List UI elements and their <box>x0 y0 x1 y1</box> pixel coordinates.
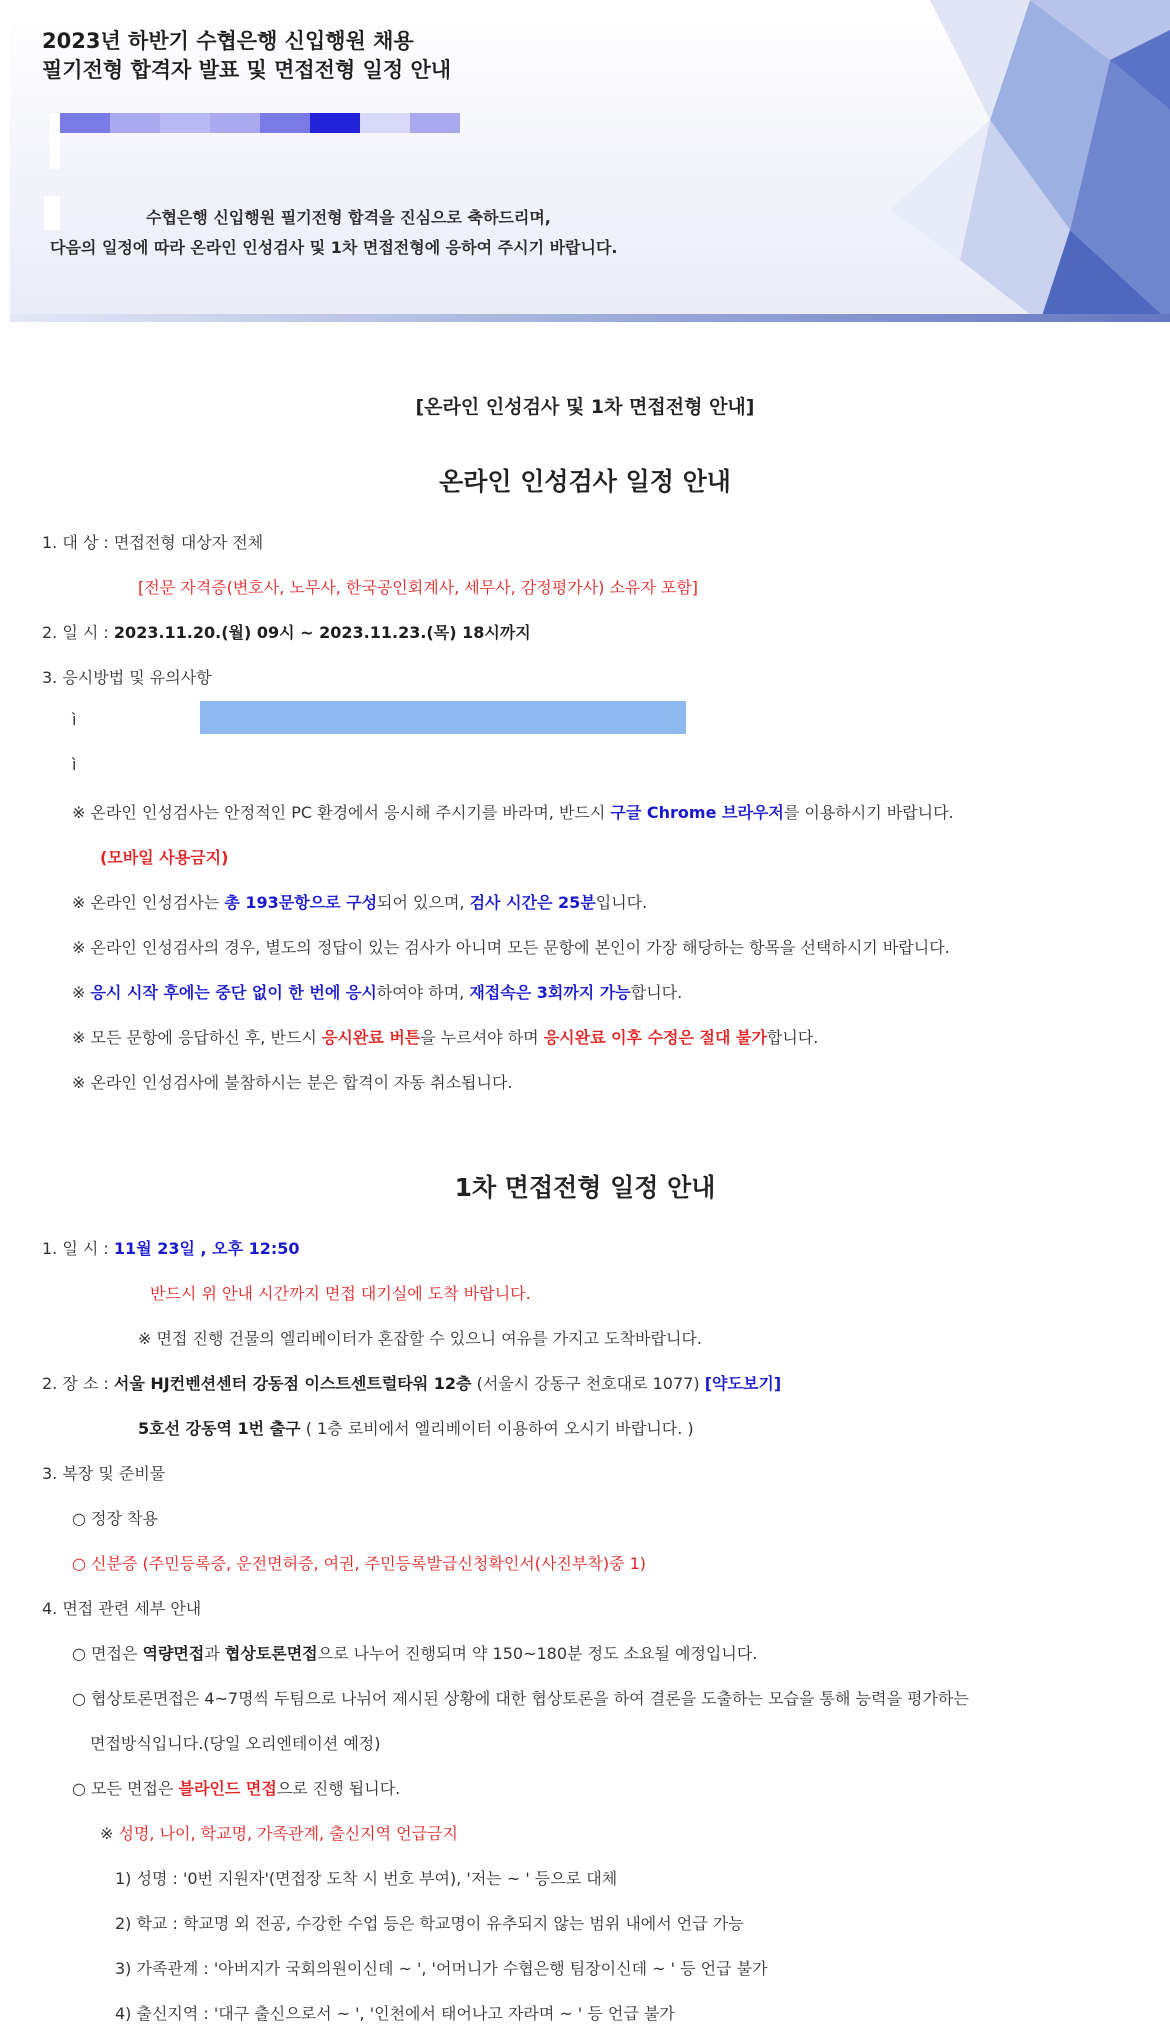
blind-ban-note: ※ 성명, 나이, 학교명, 가족관계, 출신지역 언급금지 <box>100 1824 458 1843</box>
detail-item-2: ○ 협상토론면접은 4~7명씩 두팀으로 나뉘어 제시된 상황에 대한 협상토론을 하여 결론을 도출하는 모습을 통해 능력을 평가하는 <box>72 1689 969 1708</box>
interview-date-note-2: ※ 면접 진행 건물의 엘리베이터가 혼잡할 수 있으니 여유를 가지고 도착바랍니다. <box>138 1329 702 1348</box>
section-title: [온라인 인성검사 및 1차 면접전형 안내] <box>415 396 755 418</box>
map-link[interactable]: [약도보기] <box>704 1374 782 1393</box>
intro-line-1: 수협은행 신입행원 필기전형 합격을 진심으로 축하드리며, <box>146 208 551 227</box>
online-note-1: ※ 온라인 인성검사는 안정적인 PC 환경에서 응시해 주시기를 바라며, 반드시 구글 Chrome 브라우저를 이용하시기 바랍니다. <box>72 803 954 822</box>
title-line-1: 2023년 하반기 수협은행 신입행원 채용 <box>42 29 414 53</box>
decorative-polygon-graphic <box>810 0 1170 322</box>
interview-place: 2. 장 소 : 서울 HJ컨벤션센터 강동점 이스트센트럴타워 12층 (서울시 강동구 천호대로 1077) [약도보기] <box>42 1374 782 1393</box>
detail-label: 4. 면접 관련 세부 안내 <box>42 1599 202 1618</box>
online-date: 2. 일 시 : 2023.11.20.(월) 09시 ~ 2023.11.23.(목) 18시까지 <box>42 623 531 642</box>
redacted-block <box>50 113 60 169</box>
partial-text: ì <box>72 755 77 774</box>
dress-item-2: ○ 신분증 (주민등록증, 운전면허증, 여권, 주민등록발급신청확인서(사진부착)중 1) <box>72 1554 647 1573</box>
online-target: 1. 대 상 : 면접전형 대상자 전체 <box>42 533 264 552</box>
partial-text: ì <box>72 710 77 729</box>
detail-item-3: ○ 모든 면접은 블라인드 면접으로 진행 됩니다. <box>72 1779 401 1798</box>
mobile-ban-note: (모바일 사용금지) <box>100 848 229 867</box>
header-shadow <box>10 314 1170 322</box>
detail-item-1: ○ 면접은 역량면접과 협상토론면접으로 나누어 진행되며 약 150~180분 정도 소요될 예정입니다. <box>72 1644 758 1663</box>
detail-item-2-cont: 면접방식입니다.(당일 오리엔테이션 예정) <box>90 1734 381 1753</box>
rule-3: 3) 가족관계 : '아버지가 국회의원이신데 ~ ', '어머니가 수협은행 팀장이신데 ~ ' 등 언급 불가 <box>115 1959 768 1978</box>
header-banner <box>10 0 1170 322</box>
color-bar <box>60 113 460 133</box>
online-note-2: ※ 온라인 인성검사는 총 193문항으로 구성되어 있으며, 검사 시간은 25분입니다. <box>72 893 648 912</box>
online-target-note: [전문 자격증(변호사, 노무사, 한국공인회계사, 세무사, 감정평가사) 소유자 포함] <box>138 578 699 597</box>
interview-date: 1. 일 시 : 11월 23일 , 오후 12:50 <box>42 1239 300 1258</box>
rule-1: 1) 성명 : '0번 지원자'(면접장 도착 시 번호 부여), '저는 ~ ' 등으로 대체 <box>115 1869 618 1888</box>
redacted-block <box>44 196 60 230</box>
online-note-4: ※ 응시 시작 후에는 중단 없이 한 번에 응시하여야 하며, 재접속은 3회까지 가능합니다. <box>72 983 683 1002</box>
title-line-2: 필기전형 합격자 발표 및 면접전형 일정 안내 <box>42 58 452 82</box>
interview-place-note: 5호선 강동역 1번 출구 ( 1층 로비에서 엘리베이터 이용하여 오시기 바랍니다. ) <box>138 1419 694 1438</box>
online-note-3: ※ 온라인 인성검사의 경우, 별도의 정답이 있는 검사가 아니며 모든 문항에 본인이 가장 해당하는 항목을 선택하시기 바랍니다. <box>72 938 950 957</box>
online-note-5: ※ 모든 문항에 응답하신 후, 반드시 응시완료 버튼을 누르셔야 하며 응시완료 이후 수정은 절대 불가합니다. <box>72 1028 819 1047</box>
intro-line-2: 다음의 일정에 따라 온라인 인성검사 및 1차 면접전형에 응하여 주시기 바랍니다. <box>50 238 618 257</box>
interview-date-note: 반드시 위 안내 시간까지 면접 대기실에 도착 바랍니다. <box>150 1284 531 1303</box>
rule-2: 2) 학교 : 학교명 외 전공, 수강한 수업 등은 학교명이 유추되지 않는 범위 내에서 언급 가능 <box>115 1914 744 1933</box>
dress-item-1: ○ 정장 착용 <box>72 1509 158 1528</box>
dress-label: 3. 복장 및 준비물 <box>42 1464 166 1483</box>
online-note-6: ※ 온라인 인성검사에 불참하시는 분은 합격이 자동 취소됩니다. <box>72 1073 513 1092</box>
redacted-link-bar <box>200 701 686 734</box>
online-heading: 온라인 인성검사 일정 안내 <box>439 467 731 496</box>
online-method-label: 3. 응시방법 및 유의사항 <box>42 668 212 687</box>
rule-4: 4) 출신지역 : '대구 출신으로서 ~ ', '인천에서 태어나고 자라며 ~ ' 등 언급 불가 <box>115 2004 675 2023</box>
interview-heading: 1차 면접전형 일정 안내 <box>454 1173 716 1202</box>
